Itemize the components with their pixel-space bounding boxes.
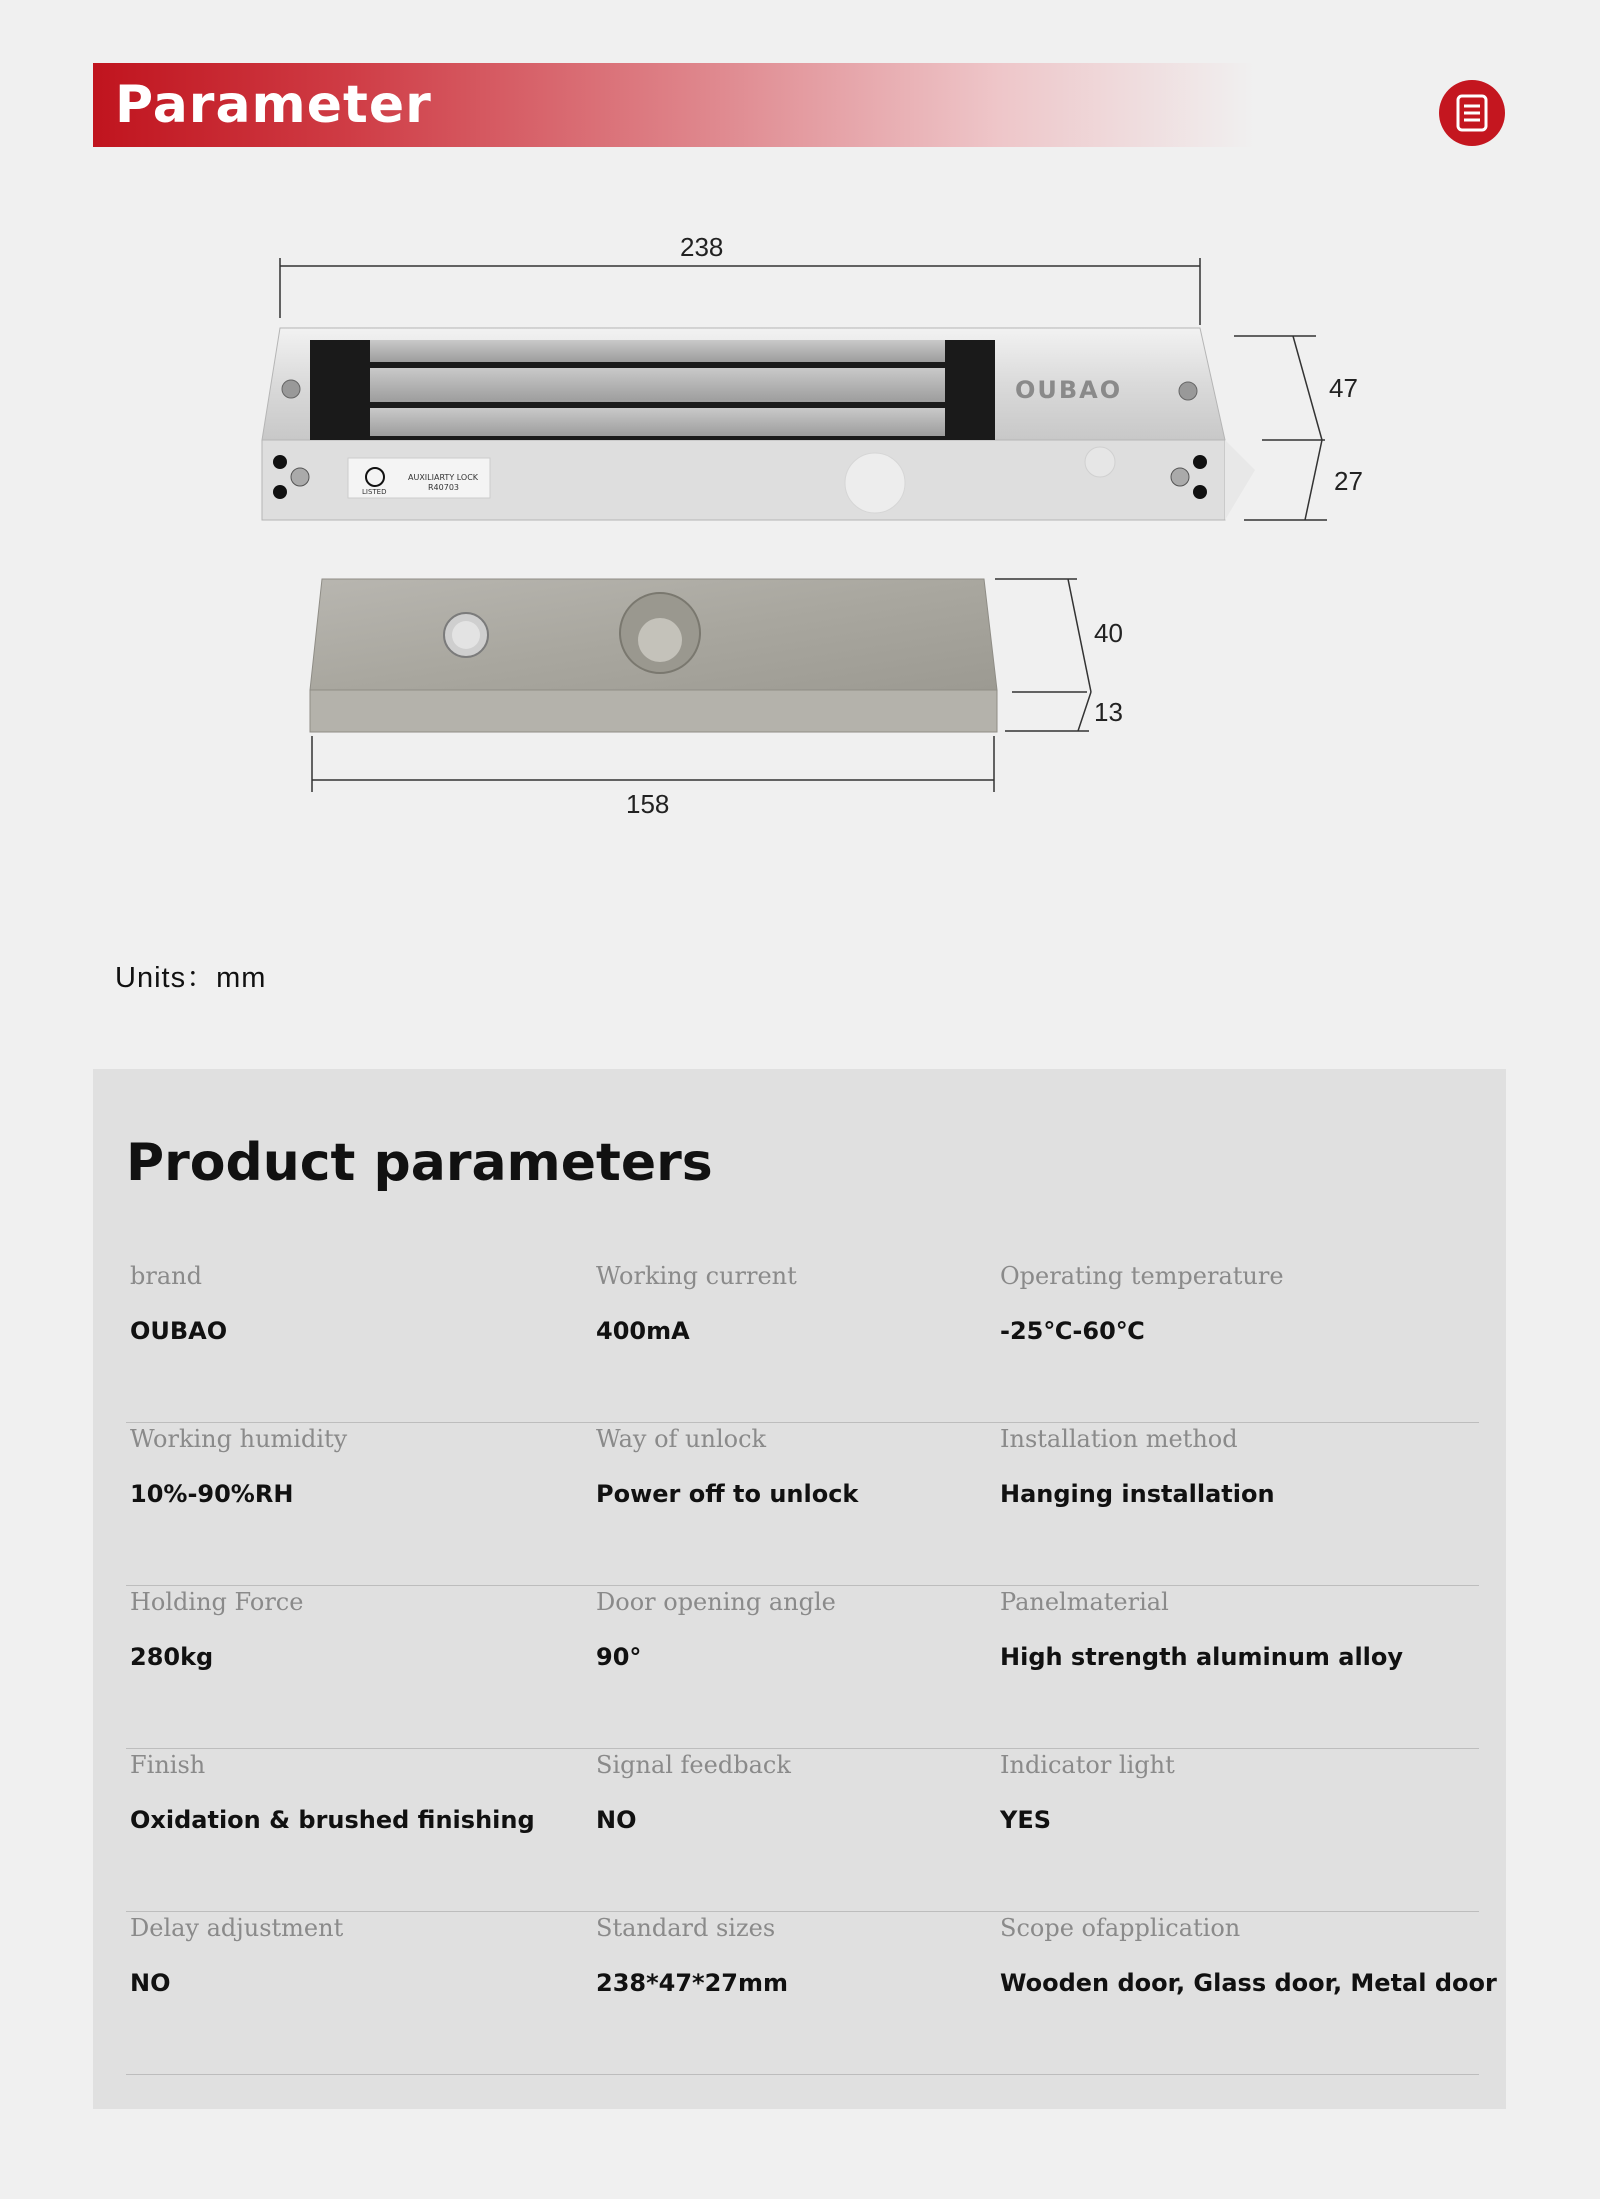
param-value: OUBAO (130, 1317, 228, 1345)
magnetic-lock-body (262, 328, 1255, 520)
param-value: Hanging installation (1000, 1480, 1275, 1508)
param-label: Installation method (1000, 1425, 1238, 1453)
param-value: YES (1000, 1806, 1052, 1834)
plate-height-dimension (995, 579, 1123, 731)
param-label: Finish (130, 1751, 206, 1779)
param-label: Working humidity (130, 1425, 348, 1453)
param-value: 280kg (130, 1643, 214, 1671)
dimension-diagram (0, 0, 1600, 900)
table-row (126, 1750, 1479, 1912)
table-row (126, 1424, 1479, 1586)
plate-height-label: 40 (1094, 618, 1123, 648)
param-value: Power off to unlock (596, 1480, 859, 1508)
param-value: 90° (596, 1643, 642, 1671)
section-title: Parameter (115, 75, 432, 135)
param-value: -25℃-60℃ (1000, 1317, 1145, 1345)
table-row (126, 1913, 1497, 2075)
table-row (126, 1261, 1479, 1423)
param-label: Holding Force (130, 1588, 304, 1616)
param-value: Wooden door, Glass door, Metal door (1000, 1969, 1497, 1997)
armature-plate (310, 579, 997, 732)
cert-label: AUXILIARTY LOCK (408, 473, 479, 482)
param-label: Standard sizes (596, 1914, 776, 1942)
plate-length-dimension (312, 736, 994, 819)
param-value: 238*47*27mm (596, 1969, 789, 1997)
param-label: Door opening angle (596, 1588, 836, 1616)
lock-height-dimension (1234, 336, 1363, 520)
lock-height-label: 47 (1329, 373, 1358, 403)
param-label: Indicator light (1000, 1751, 1175, 1779)
param-value: 400mA (596, 1317, 690, 1345)
param-label: Operating temperature (1000, 1262, 1284, 1290)
lock-depth-label: 27 (1334, 466, 1363, 496)
param-value: NO (130, 1969, 171, 1997)
param-label: Delay adjustment (130, 1914, 344, 1942)
panel-title: Product parameters (126, 1133, 713, 1193)
plate-depth-label: 13 (1094, 697, 1123, 727)
param-value: High strength aluminum alloy (1000, 1643, 1404, 1671)
cert-listed: LISTED (362, 488, 387, 496)
param-label: Scope ofapplication (1000, 1914, 1241, 1942)
lock-length-dimension (280, 232, 1200, 325)
param-label: Working current (596, 1262, 797, 1290)
brand-mark: OUBAO (1015, 376, 1123, 404)
units-note: Units：mm (115, 962, 267, 994)
param-label: Panelmaterial (1000, 1588, 1169, 1616)
plate-length-label: 158 (626, 789, 670, 819)
param-value: NO (596, 1806, 637, 1834)
param-label: Signal feedback (596, 1751, 791, 1779)
table-row (126, 1587, 1479, 1749)
param-value: Oxidation & brushed finishing (130, 1806, 535, 1834)
lock-length-label: 238 (680, 232, 724, 262)
product-parameters-panel (93, 1069, 1506, 2109)
cert-number: R40703 (428, 483, 460, 492)
param-label: Way of unlock (596, 1425, 767, 1453)
parameters-grid (126, 1261, 1497, 2075)
param-value: 10%-90%RH (130, 1480, 294, 1508)
param-label: brand (130, 1262, 202, 1290)
